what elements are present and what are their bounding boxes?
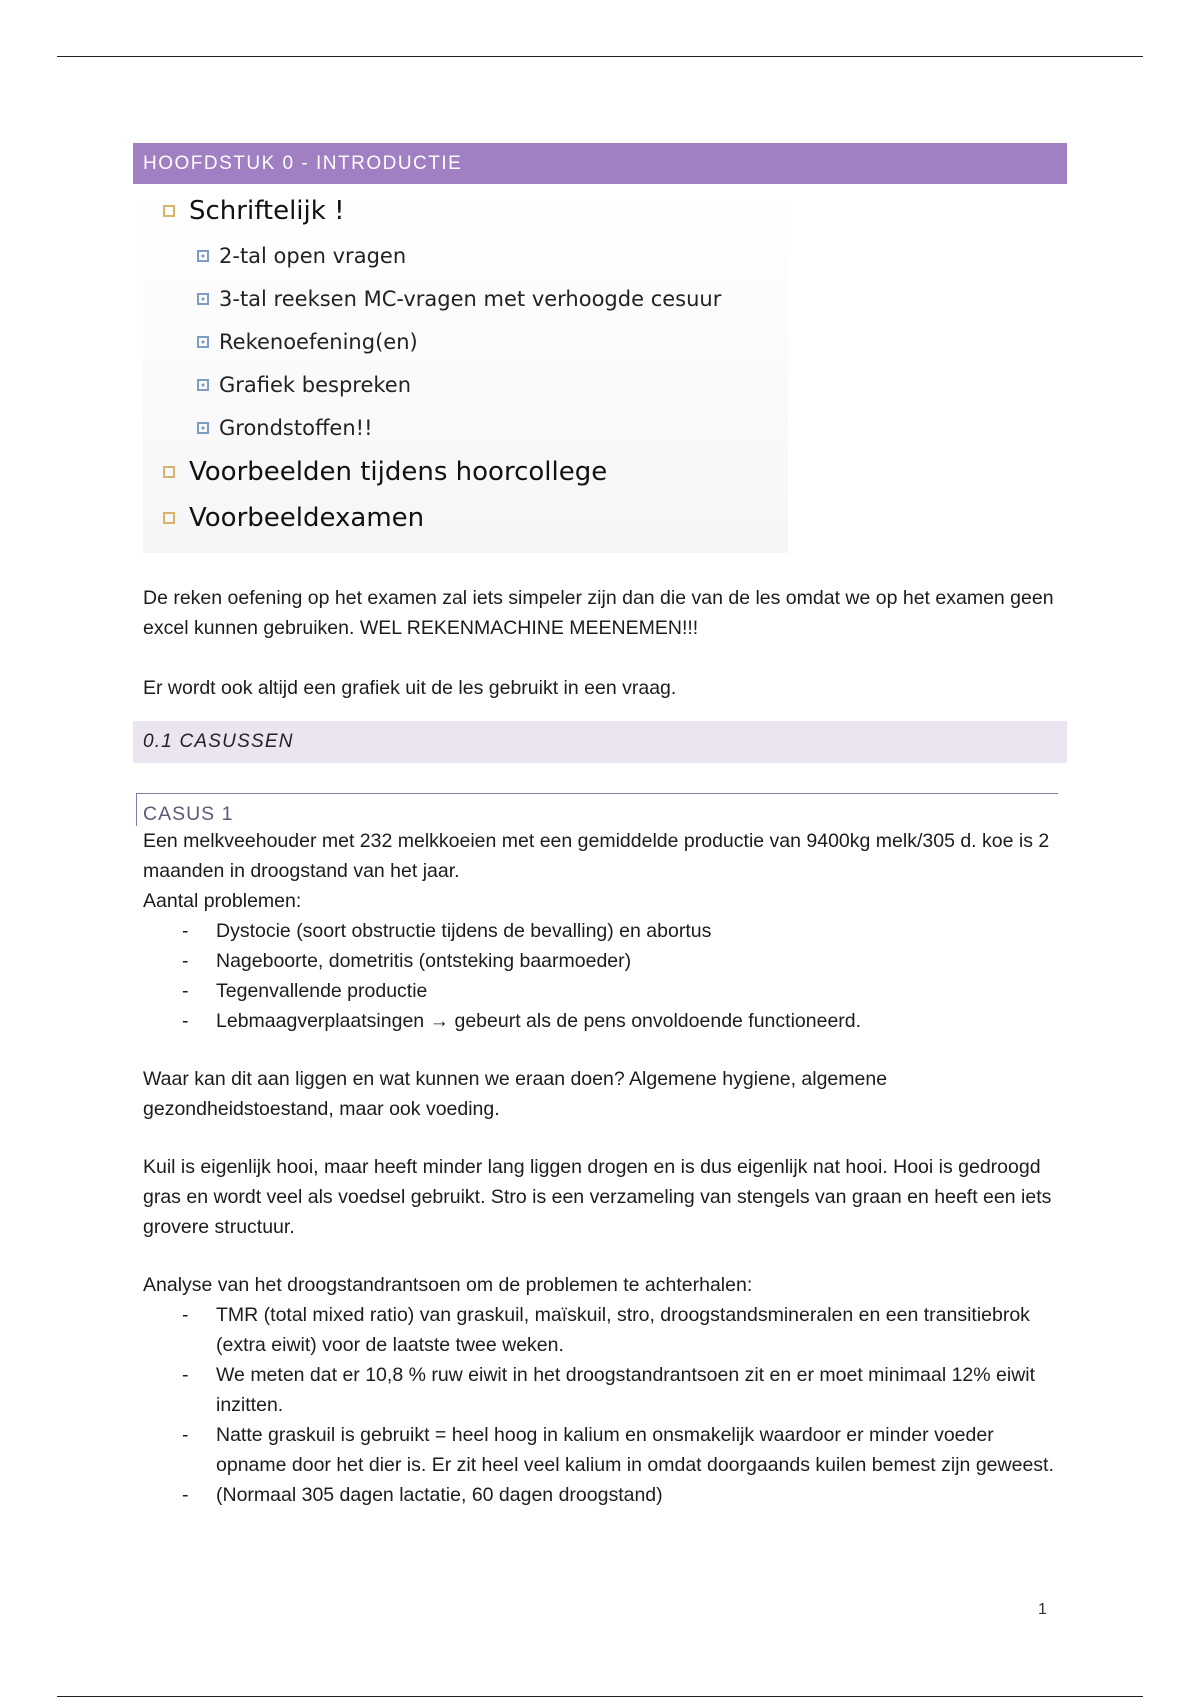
square-bullet-icon: [197, 379, 209, 391]
square-bullet-icon: [197, 250, 209, 262]
slide-item-text: Rekenoefening(en): [219, 329, 418, 354]
slide-image: [143, 188, 788, 553]
slide-item-text: Voorbeelden tijdens hoorcollege: [189, 457, 608, 487]
slide-item: [143, 188, 788, 234]
square-bullet-icon: [163, 466, 175, 478]
slide-subitem: [143, 320, 788, 363]
list-item: - (Normaal 305 dagen lactatie, 60 dagen droogstand): [143, 1480, 1066, 1510]
slide-item-text: Schriftelijk !: [189, 196, 345, 226]
intro-paragraph: De reken oefening op het examen zal iets simpeler zijn dan die van de les omdat we op het examen geen excel kunnen gebruiken. WEL REKENMACHINE MEENEMEN!!!: [143, 587, 1054, 639]
square-bullet-icon: [163, 512, 175, 524]
slide-subitem: [143, 406, 788, 449]
list-item: - Dystocie (soort obstructie tijdens de bevalling) en abortus: [143, 916, 1066, 946]
slide-item: [143, 495, 788, 541]
analysis-list: [133, 1300, 1067, 1510]
list-item: - Lebmaagverplaatsingen → gebeurt als de pens onvoldoende functioneerd.: [143, 1006, 1066, 1036]
list-item: - We meten dat er 10,8 % ruw eiwit in het droogstandrantsoen zit en er moet minimaal 12% eiwit inzitten.: [143, 1360, 1066, 1420]
slide-item: [143, 449, 788, 495]
section-heading: [133, 721, 1067, 763]
list-item: - TMR (total mixed ratio) van graskuil, maïskuil, stro, droogstandsmineralen en een transitiebrok (extra eiwit) voor de laatste twee weken.: [143, 1300, 1066, 1360]
header-rule: [57, 56, 1143, 57]
slide-item-text: Voorbeeldexamen: [189, 503, 425, 533]
section-heading-text: 0.1 CASUSSEN: [143, 731, 294, 752]
slide-item-text: Grondstoffen!!: [219, 415, 373, 440]
square-bullet-icon: [163, 205, 175, 217]
square-bullet-icon: [197, 293, 209, 305]
square-bullet-icon: [197, 336, 209, 348]
intro-paragraph: Er wordt ook altijd een grafiek uit de les gebruikt in een vraag.: [143, 677, 677, 699]
slide-subitem: [143, 363, 788, 406]
footer-rule: [57, 1696, 1143, 1697]
page-content: [133, 143, 1067, 1510]
list-item: - Nageboorte, dometritis (ontsteking baarmoeder): [143, 946, 1066, 976]
casus-paragraph: Waar kan dit aan liggen en wat kunnen we eraan doen? Algemene hygiene, algemene gezondheidstoestand, maar ook voeding.: [143, 1068, 888, 1120]
casus-heading-text: CASUS 1: [143, 803, 234, 825]
list-item: - Tegenvallende productie: [143, 976, 1066, 1006]
chapter-heading: [133, 143, 1067, 184]
slide-list: [143, 188, 788, 541]
slide-subitem: [143, 277, 788, 320]
slide-item-text: 3-tal reeksen MC-vragen met verhoogde cesuur: [219, 286, 722, 311]
problems-list: [133, 916, 1067, 1036]
casus-paragraph: Een melkveehouder met 232 melkkoeien met een gemiddelde productie van 9400kg melk/305 d. koe is 2 maanden in droogstand van het jaar.: [143, 830, 1050, 882]
slide-item-text: Grafiek bespreken: [219, 372, 412, 397]
list-item: - Natte graskuil is gebruikt = heel hoog in kalium en onsmakelijk waardoor er minder voeder opname door het dier is. Er zit heel veel kalium in omdat doorgaands kuilen bemest zijn geweest.: [143, 1420, 1066, 1480]
slide-item-text: 2-tal open vragen: [219, 243, 407, 268]
page-number: 1: [1038, 1601, 1047, 1618]
slide-subitem: [143, 234, 788, 277]
analysis-label: Analyse van het droogstandrantsoen om de problemen te achterhalen:: [143, 1274, 753, 1296]
square-bullet-icon: [197, 422, 209, 434]
casus-paragraph: Kuil is eigenlijk hooi, maar heeft minder lang liggen drogen en is dus eigenlijk nat hooi. Hooi is gedroogd gras en wordt veel als voedsel gebruikt. Stro is een verzameling van stengels van graan en heeft een iets grovere structuur.: [143, 1156, 1052, 1238]
problems-label: Aantal problemen:: [143, 890, 302, 912]
casus-heading: [136, 793, 1058, 826]
chapter-heading-text: HOOFDSTUK 0 - INTRODUCTIE: [143, 152, 463, 174]
